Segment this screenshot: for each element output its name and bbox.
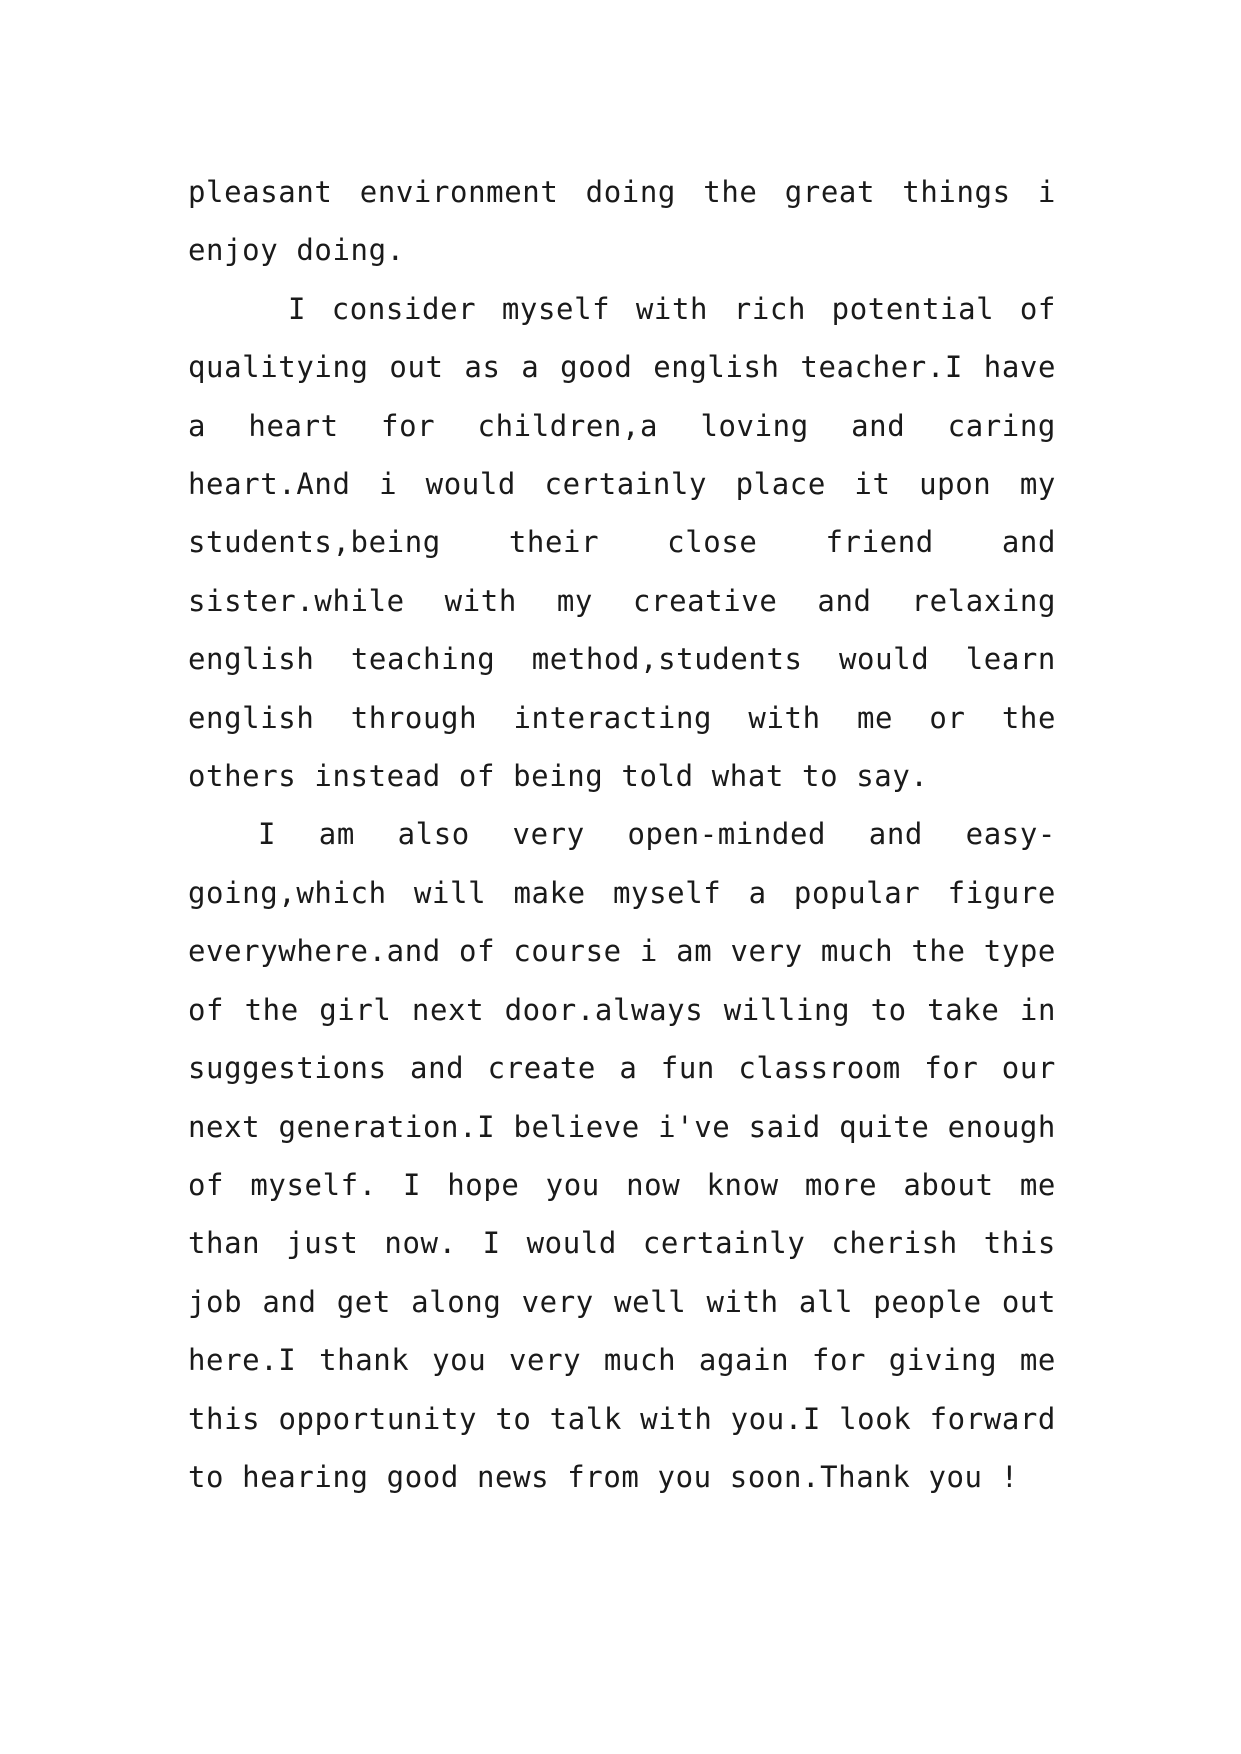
paragraph-personality: I am also very open-minded and easy-going,which will make myself a popular figure everywhere.and of course i am very much the type of the girl next door.always willing to take in suggestions and create a fun classroom for our next generation.I believe i've said quite enough of myself. I hope you now know more about me than just now. I would certainly cherish this job and get along very well with all people out here.I thank you very much again for giving me this opportunity to talk with you.I look forward to hearing good news from you soon.Thank you ! (188, 817, 1056, 1494)
document-body (188, 163, 1056, 1506)
paragraph-continuation: pleasant environment doing the great things i enjoy doing. (188, 175, 1056, 268)
paragraph-potential: I consider myself with rich potential of qualitying out as a good english teacher.I have a heart for children,a loving and caring heart.And i would certainly place it upon my students,being their close friend and sister.while with my creative and relaxing english teaching method,students would learn english through interacting with me or the others instead of being told what to say. (188, 291, 1056, 794)
